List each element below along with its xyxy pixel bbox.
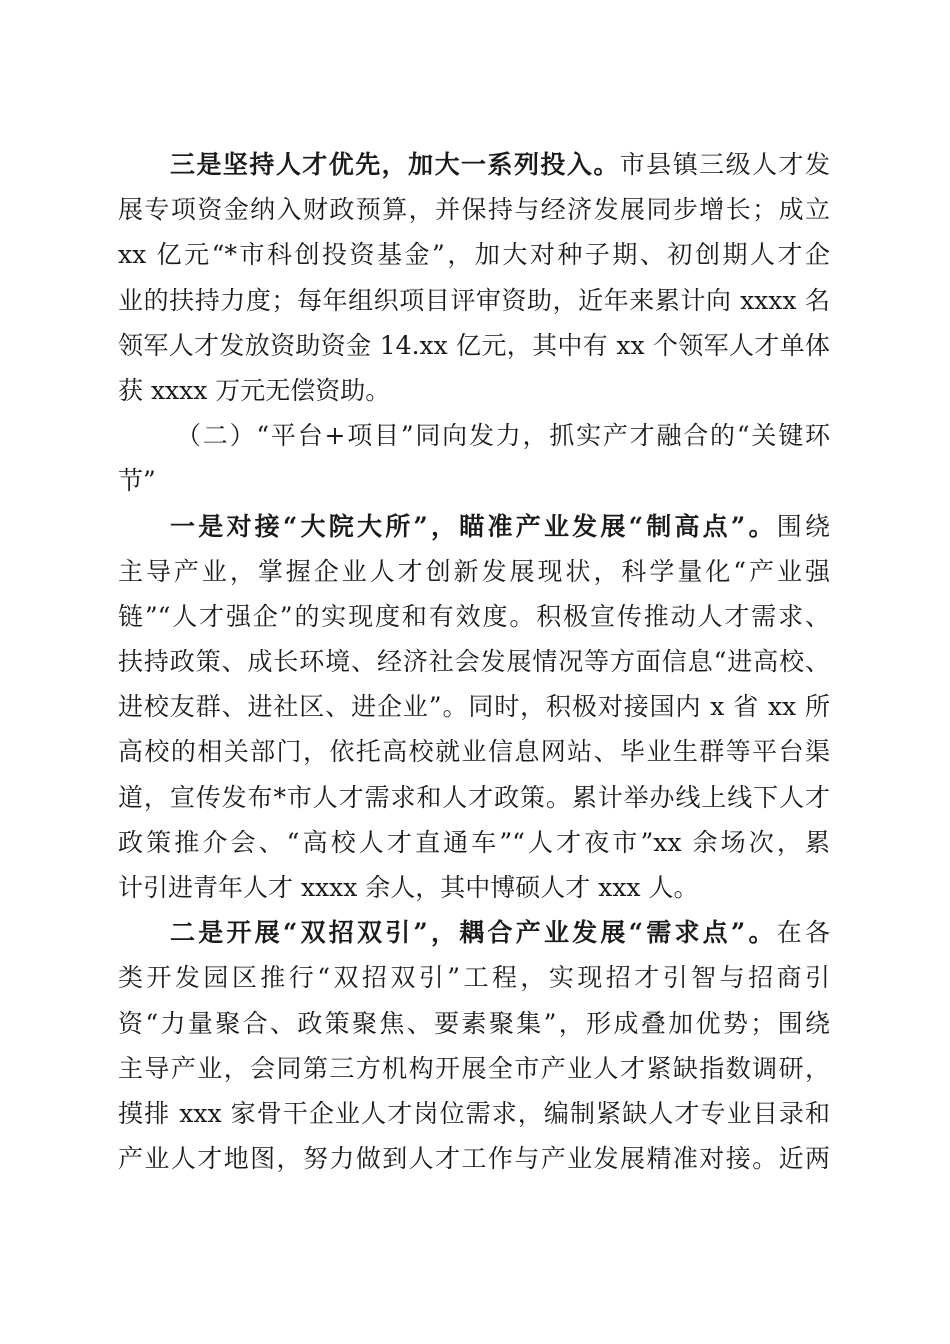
text-line: xx 亿元“*市科创投资基金”，加大对种子期、初创期人才企 — [118, 240, 830, 270]
text-line: 二是开展“双招双引”，耦合产业发展“需求点”。在各 — [170, 918, 830, 948]
text-line: 获 xxxx 万元无偿资助。 — [118, 375, 391, 405]
text-line: 主导产业，掌握企业人才创新发展现状，科学量化“产业强 — [118, 556, 830, 586]
text-line: 主导产业，会同第三方机构开展全市产业人才紧缺指数调研， — [118, 1053, 830, 1083]
section-heading — [118, 413, 830, 503]
paragraph — [118, 504, 830, 911]
text-line: 领军人才发放资助资金 14.xx 亿元，其中有 xx 个领军人才单体 — [118, 330, 830, 360]
text-line: 链”“人才强企”的实现度和有效度。积极宣传推动人才需求、 — [118, 601, 830, 631]
text-line: 高校的相关部门，依托高校就业信息网站、毕业生群等平台渠 — [118, 737, 830, 767]
heading-line: 节” — [118, 466, 156, 496]
text-line: 类开发园区推行“双招双引”工程，实现招才引智与招商引 — [118, 963, 830, 993]
document-body — [118, 142, 830, 1181]
text-line: 政策推介会、“高校人才直通车”“人才夜市”xx 余场次，累 — [118, 827, 830, 857]
text-line: 道，宣传发布*市人才需求和人才政策。累计举办线上线下人才 — [118, 782, 830, 812]
paragraph — [118, 142, 830, 413]
text-line: 业的扶持力度；每年组织项目评审资助，近年来累计向 xxxx 名 — [118, 285, 830, 315]
text-line: 扶持政策、成长环境、经济社会发展情况等方面信息“进高校、 — [118, 647, 830, 677]
heading-line: （二）“平台+项目”同向发力，抓实产才融合的“关键环 — [176, 421, 830, 451]
text-line: 计引进青年人才 xxxx 余人，其中博硕人才 xxx 人。 — [118, 873, 699, 902]
text-line: 展专项资金纳入财政预算，并保持与经济发展同步增长；成立 — [118, 195, 830, 225]
text-line: 一是对接“大院大所”，瞄准产业发展“制高点”。围绕 — [170, 511, 830, 541]
text-line: 三是坚持人才优先，加大一系列投入。市县镇三级人才发 — [170, 150, 830, 179]
text-line: 进校友群、进社区、进企业”。同时，积极对接国内 x 省 xx 所 — [118, 692, 830, 722]
paragraph-lead: 三是坚持人才优先，加大一系列投入。 — [170, 150, 620, 179]
text-line: 摸排 xxx 家骨干企业人才岗位需求，编制紧缺人才专业目录和 — [118, 1098, 830, 1128]
text-line: 产业人才地图，努力做到人才工作与产业发展精准对接。近两 — [118, 1144, 830, 1174]
text-line: 资“力量聚合、政策聚焦、要素聚集”，形成叠加优势；围绕 — [118, 1008, 830, 1038]
paragraph — [118, 910, 830, 1181]
paragraph-lead: 一是对接“大院大所”，瞄准产业发展“制高点”。 — [170, 511, 777, 541]
paragraph-lead: 二是开展“双招双引”，耦合产业发展“需求点”。 — [170, 918, 777, 948]
